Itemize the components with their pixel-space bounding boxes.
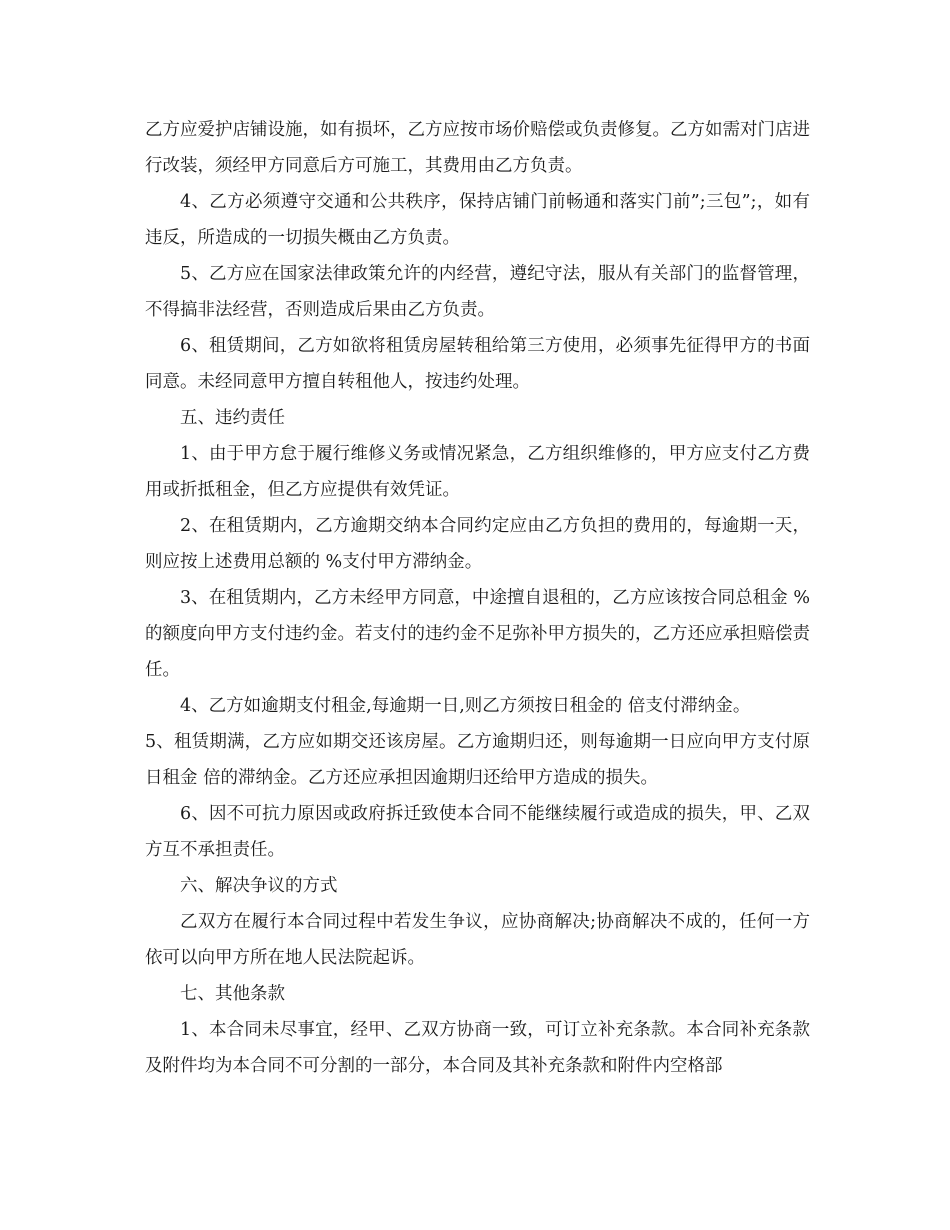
paragraph-breach-5: 5、租赁期满，乙方应如期交还该房屋。乙方逾期归还，则每逾期一日应向甲方支付原日租金 倍的滞纳金。乙方还应承担因逾期归还给甲方造成的损失。 <box>145 732 810 788</box>
paragraph-clause-6-sublease: 6、租赁期间，乙方如欲将租赁房屋转租给第三方使用，必须事先征得甲方的书面同意。未经同意甲方擅自转租他人，按违约处理。 <box>145 336 810 392</box>
section-heading-other-terms: 七、其他条款 <box>180 984 285 1004</box>
paragraph-breach-1: 1、由于甲方怠于履行维修义务或情况紧急，乙方组织维修的，甲方应支付乙方费用或折抵租金，但乙方应提供有效凭证。 <box>145 444 810 500</box>
section-heading-breach-liability: 五、违约责任 <box>180 408 285 428</box>
paragraph-breach-4: 4、乙方如逾期支付租金,每逾期一日,则乙方须按日租金的 倍支付滞纳金。 <box>180 696 751 716</box>
section-heading-dispute-resolution: 六、解决争议的方式 <box>180 876 338 896</box>
paragraph-clause-5-lawful-operation: 5、乙方应在国家法律政策允许的内经营，遵纪守法，服从有关部门的监督管理，不得搞非法经营，否则造成后果由乙方负责。 <box>145 264 810 320</box>
paragraph-clause-4-traffic: 4、乙方必须遵守交通和公共秩序，保持店铺门前畅通和落实门前”;三包”;，如有违反，所造成的一切损失概由乙方负责。 <box>145 192 810 248</box>
document-body <box>145 112 810 1084</box>
paragraph-breach-2: 2、在租赁期内，乙方逾期交纳本合同约定应由乙方负担的费用的，每逾期一天，则应按上述费用总额的 %支付甲方滞纳金。 <box>145 516 810 572</box>
paragraph-dispute-resolution: 乙双方在履行本合同过程中若发生争议，应协商解决;协商解决不成的，任何一方依可以向甲方所在地人民法院起诉。 <box>145 912 810 968</box>
paragraph-repair-clause: 乙方应爱护店铺设施，如有损坏，乙方应按市场价赔偿或负责修复。乙方如需对门店进行改装，须经甲方同意后方可施工，其费用由乙方负责。 <box>145 120 810 176</box>
paragraph-breach-3: 3、在租赁期内，乙方未经甲方同意，中途擅自退租的，乙方应该按合同总租金 %的额度向甲方支付违约金。若支付的违约金不足弥补甲方损失的，乙方还应承担赔偿责任。 <box>145 588 810 680</box>
paragraph-other-terms-1: 1、本合同未尽事宜，经甲、乙双方协商一致，可订立补充条款。本合同补充条款及附件均为本合同不可分割的一部分，本合同及其补充条款和附件内空格部 <box>145 1020 810 1076</box>
paragraph-breach-6: 6、因不可抗力原因或政府拆迁致使本合同不能继续履行或造成的损失，甲、乙双方互不承担责任。 <box>145 804 810 860</box>
